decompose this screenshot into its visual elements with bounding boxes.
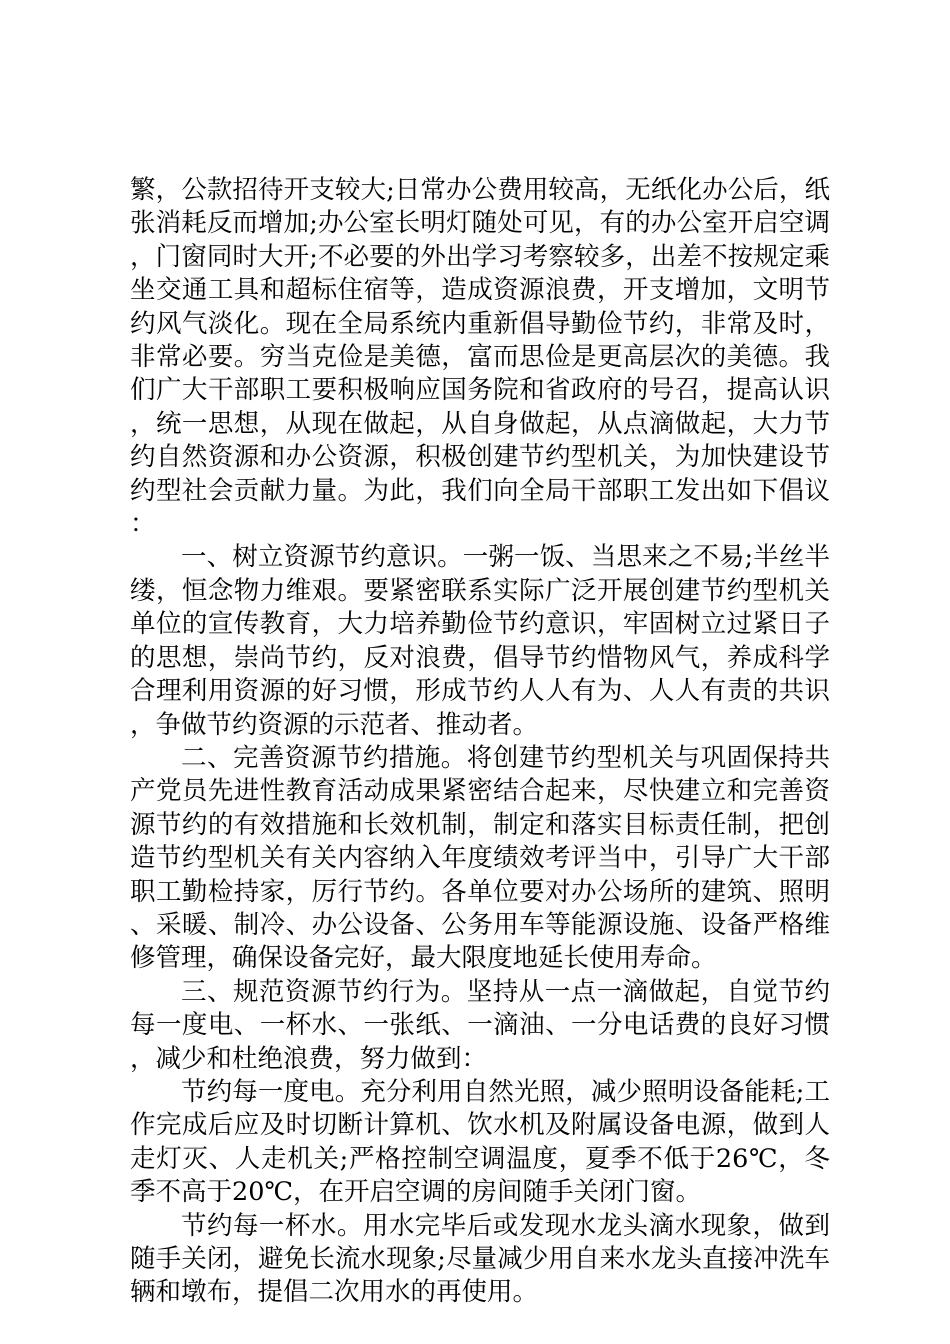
- paragraph-saving-measures: 二、完善资源节约措施。将创建节约型机关与巩固保持共产党员先进性教育活动成果紧密结合起来，尽快建立和完善资源节约的有效措施和长效机制，制定和落实目标责任制，把创造节约型机关有关内容纳入年度绩效考评当中，引导广大干部职工勤检持家，厉行节约。各单位要对办公场所的建筑、照明、采暖、制冷、办公设备、公务用车等能源设施、设备严格维修管理，确保设备完好，最大限度地延长使用寿命。: [130, 742, 830, 974]
- paragraph-save-electricity: 节约每一度电。充分利用自然光照，减少照明设备能耗;工作完成后应及时切断计算机、饮水机及附属设备电源，做到人走灯灭、人走机关;严格控制空调温度，夏季不低于26℃，冬季不高于20℃，在开启空调的房间随手关闭门窗。: [130, 1076, 830, 1208]
- paragraph-save-water: 节约每一杯水。用水完毕后或发现水龙头滴水现象，做到随手关闭，避免长流水现象;尽量减少用自来水龙头直接冲洗车辆和墩布，提倡二次用水的再使用。: [130, 1210, 830, 1308]
- paragraph-resource-awareness: 一、树立资源节约意识。一粥一饭、当思来之不易;半丝半缕，恒念物力维艰。要紧密联系实际广泛开展创建节约型机关单位的宣传教育，大力培养勤俭节约意识，牢固树立过紧日子的思想，崇尚节约，反对浪费，倡导节约惜物风气，养成科学合理利用资源的好习惯，形成节约人人有为、人人有责的共识，争做节约资源的示范者、推动者。: [130, 542, 830, 740]
- document-body: [130, 174, 830, 1310]
- paragraph-continuation: 繁，公款招待开支较大;日常办公费用较高，无纸化办公后，纸张消耗反而增加;办公室长明灯随处可见，有的办公室开启空调，门窗同时大开;不必要的外出学习考察较多，出差不按规定乘坐交通工具和超标住宿等，造成资源浪费，开支增加，文明节约风气淡化。现在全局系统内重新倡导勤俭节约，非常及时，非常必要。穷当克俭是美德，富而思俭是更高层次的美德。我们广大干部职工要积极响应国务院和省政府的号召，提高认识，统一思想，从现在做起，从自身做起，从点滴做起，大力节约自然资源和办公资源，积极创建节约型机关，为加快建设节约型社会贡献力量。为此，我们向全局干部职工发出如下倡议：: [130, 175, 830, 540]
- paragraph-saving-behavior: 三、规范资源节约行为。坚持从一点一滴做起，自觉节约每一度电、一杯水、一张纸、一滴油、一分电话费的良好习惯，减少和杜绝浪费，努力做到：: [130, 976, 830, 1074]
